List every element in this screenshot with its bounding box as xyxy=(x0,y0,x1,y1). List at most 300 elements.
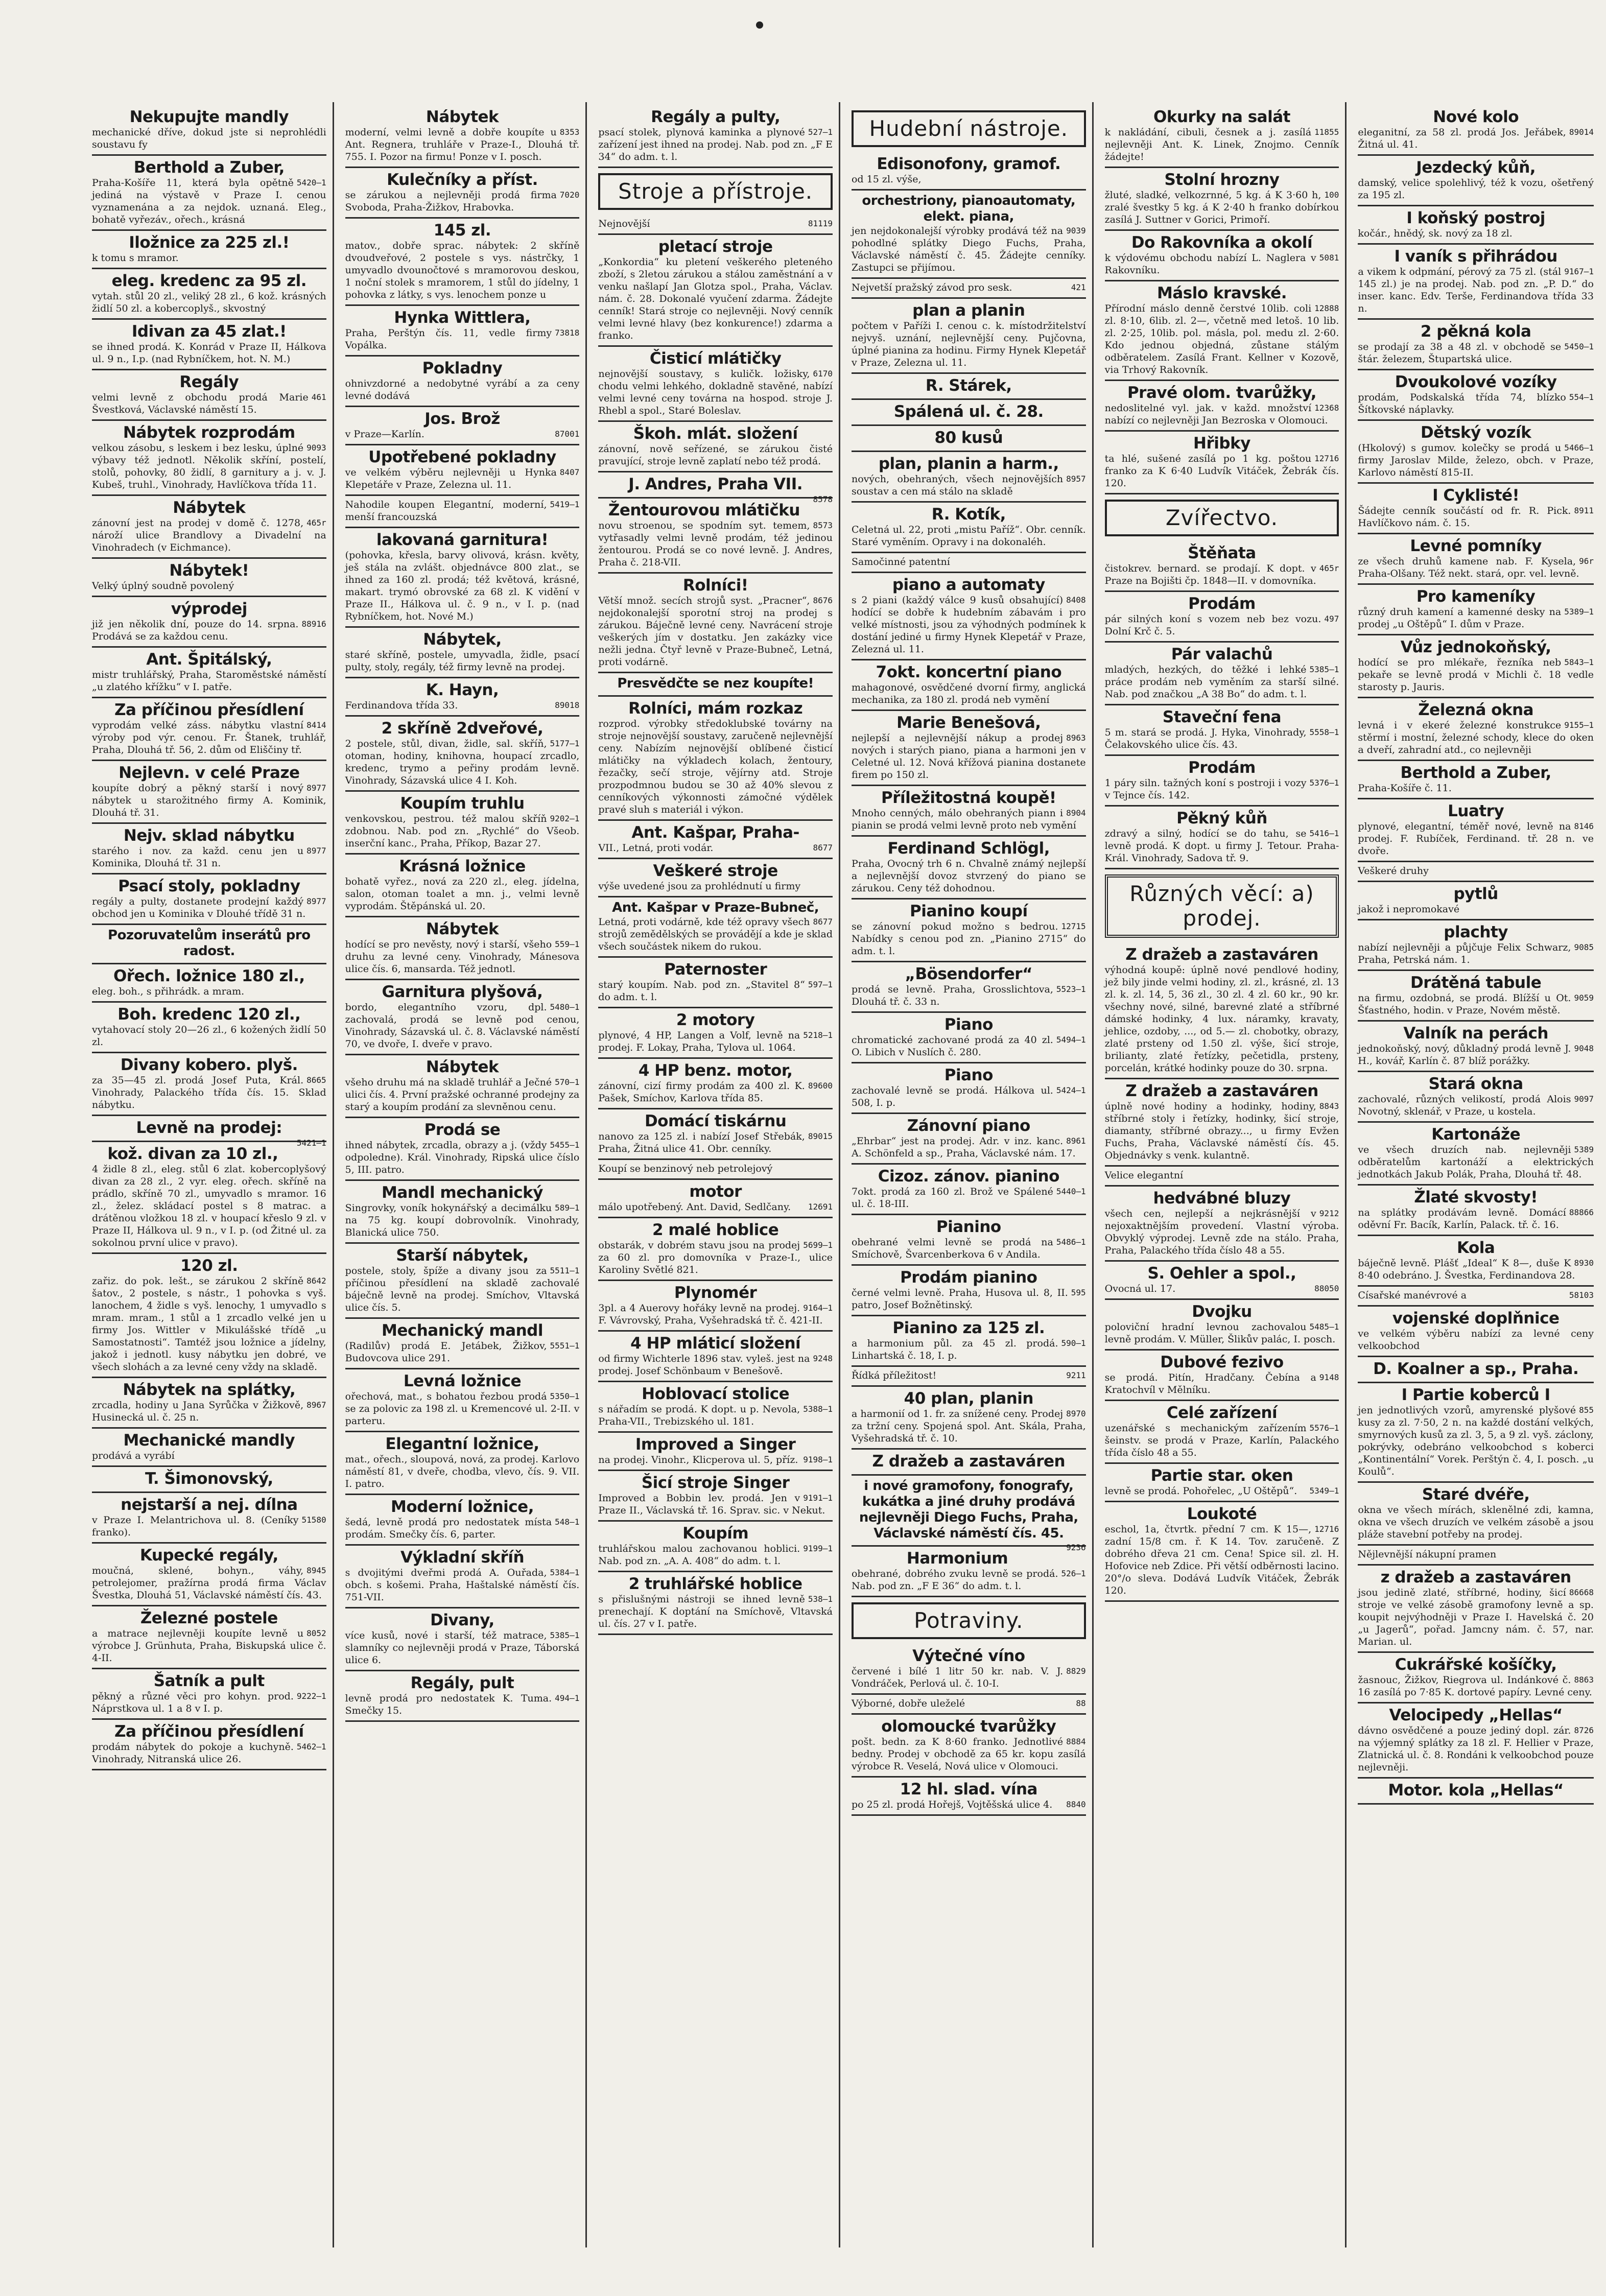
section-heading: Hudební nástroje. xyxy=(852,110,1086,147)
ad-body xyxy=(345,126,580,163)
classified-ad xyxy=(1358,1779,1594,1805)
ad-text: s dvojitými dveřmi prodá A. Ouřada, obch. s košemi. Praha, Haštalské náměstí čís. 751-VII. xyxy=(345,1567,580,1603)
classified-ad xyxy=(852,1695,1086,1715)
classified-ad xyxy=(598,347,833,422)
ad-code: 5420—1 xyxy=(296,178,326,187)
ad-body xyxy=(598,1403,833,1428)
classified-ad xyxy=(92,496,326,559)
ad-text: vytah. stůl 20 zl., veliký 28 zl., 6 kož. krásných židlí 50 zl. a kobercoplyš., skvostný xyxy=(92,291,326,314)
ad-text: Letná, proti vodárně, kde též opravy všech strojů zemědělských se provádějí a kde je sklad všech součástek nikem do rukou. xyxy=(598,916,833,952)
ad-text: zánovní, cizí firmy prodám za 400 zl. K. Pašek, Smíchov, Karlova třída 85. xyxy=(598,1080,805,1104)
ad-text: žasnouc, Žižkov, Riegrova ul. Indánkové č. 16 zasílá po 7·85 K. dortové papíry. Levné ceny. xyxy=(1358,1674,1592,1698)
ad-headline: Pianino xyxy=(936,1218,1001,1236)
ad-text: plynové, elegantní, téměř nové, levně na prodej. F. Rubíček, Ferdinand. tř. 28 n. ve dvoře. xyxy=(1358,821,1594,857)
classified-ad xyxy=(345,792,580,855)
ad-code: 8573 xyxy=(813,520,833,530)
ad-body xyxy=(852,1287,1086,1311)
ad-headline: Pozoruvatelům inserátů pro radost. xyxy=(108,928,311,959)
ad-body xyxy=(92,580,326,592)
ad-headline: Hynka Wittlera, xyxy=(394,309,531,327)
classified-ad xyxy=(1105,541,1339,592)
ad-headline: Nejlevn. v celé Praze xyxy=(119,764,300,782)
ad-headline: Pokladny xyxy=(422,359,503,377)
ad-text: se zárukou a nejlevněji prodá firma Svoboda, Praha-Žižkov, Hrabovka. xyxy=(345,190,557,213)
ad-code: 9155—1 xyxy=(1564,720,1594,730)
classified-ad xyxy=(852,152,1086,191)
ad-code: 461 xyxy=(311,392,326,402)
ad-body xyxy=(92,517,326,554)
classified-ad xyxy=(92,559,326,597)
ad-text: velkou zásobu, s leskem i bez lesku, úplné výbavy též jednotl. Několik skříní, postelí, stolů, pohovky, 80 židlí, 8 garnitury a j. v. J. Kubeš, truhl., Vinohrady, Havlíčkova třída 11. xyxy=(92,442,326,490)
ad-code: 5385—1 xyxy=(1309,665,1339,674)
ad-headline: Cizoz. zánov. pianino xyxy=(878,1167,1059,1186)
classified-ad xyxy=(852,711,1086,786)
ad-headline: olomoucké tvarůžky xyxy=(881,1717,1056,1736)
classified-ad xyxy=(852,1547,1086,1597)
ad-headline: nejstarší a nej. dílna xyxy=(121,1496,298,1514)
ad-code: 421 xyxy=(1071,282,1086,292)
classified-ad xyxy=(852,400,1086,426)
ad-headline: Regály a pulty, xyxy=(651,108,781,126)
ad-body xyxy=(598,126,833,163)
ad-code: 497 xyxy=(1324,614,1339,624)
ad-body xyxy=(598,916,833,953)
ad-code: 570—1 xyxy=(555,1077,580,1087)
ad-code: 5466—1 xyxy=(1564,443,1594,453)
ad-headline: Žentourovou mlátičku xyxy=(608,501,800,519)
classified-ad xyxy=(345,628,580,678)
ad-text: jakož i nepromokavé xyxy=(1358,904,1460,915)
ad-text: obehrané, dobrého zvuku levně se prodá. Nab. pod zn. „F E 36“ do adm. t. l. xyxy=(851,1568,1058,1592)
ad-code: 554—1 xyxy=(1569,392,1594,402)
classified-ad xyxy=(1105,705,1339,756)
classified-ad xyxy=(92,1720,326,1770)
classified-ad xyxy=(92,1467,326,1493)
ad-headline: Nábytek! xyxy=(169,561,249,580)
ad-text: pár silných koní s vozem neb bez vozu. Dolní Krč č. 5. xyxy=(1104,613,1321,637)
ad-code: 9059 xyxy=(1574,993,1594,1003)
ad-body xyxy=(598,979,833,1003)
ad-column-2 xyxy=(339,102,587,2247)
ad-text: žluté, sladké, velkozrnné, 5 kg. á K 3·60 h, zralé švestky 5 kg. á K 2·40 h franko dobírkou zasílá J. Suttner v Gorici, Primoří. xyxy=(1104,190,1339,225)
ad-code: 5376—1 xyxy=(1309,778,1339,788)
ad-text: venkovskou, pestrou. též malou skříň zdobnou. Nab. pod zn. „Rychlé“ do Všeob. inserční kanc., Praha, Příkop, Bazar 27. xyxy=(345,813,580,849)
ad-headline: Štěňata xyxy=(1188,544,1256,562)
ad-body xyxy=(598,218,833,230)
ad-code: 5558—1 xyxy=(1309,727,1339,737)
ad-text: eschol, 1a, čtvrtk. přední 7 cm. K 15—, zadní 15/8 cm. ř. K 14. Tov. zaručeně. Z dobrého dřeva 21 cm. Cena! Spice sil. zl. H. Hofovice neb Zdice. Při větší odběrnosti lacino. 20°/o sleva. Dodává Ludvík Vitáček, Žebrák 120. xyxy=(1104,1524,1339,1596)
ad-text: zánovní jest na prodej v domě č. 1278, nároží ulice Brandlovy a Divadelní na Vinohradech (v Eichmance). xyxy=(92,517,326,553)
ad-headline: Nábytek xyxy=(173,499,246,517)
classified-ad xyxy=(1105,281,1339,381)
ad-text: Improved a Bobbin lev. prodá. Jen v Praze II., Václavská tř. 16. Sprav. sic. v Nekut. xyxy=(598,1493,825,1516)
ad-body xyxy=(345,327,580,351)
ad-body xyxy=(345,377,580,402)
ad-text: od firmy Wichterle 1896 stav. vyleš. jest na prodej. Josef Schönbaum v Benešově. xyxy=(598,1353,810,1377)
ad-code: 595 xyxy=(1071,1288,1086,1297)
ad-text: prodá se levně. Praha, Grosslichtova, Dlouhá tř. č. 33 n. xyxy=(851,984,1053,1007)
classified-ad xyxy=(92,1669,326,1720)
ad-text: Nahodile koupen Elegantní, moderní, menší francouzská xyxy=(345,499,547,523)
ad-body xyxy=(92,341,326,365)
ad-headline: Dubové fezivo xyxy=(1160,1353,1284,1371)
ad-headline: 80 kusů xyxy=(934,429,1003,447)
classified-ad xyxy=(345,678,580,717)
ad-body xyxy=(598,842,833,854)
ad-text: Řídká příležitost! xyxy=(851,1370,937,1381)
ad-text: chromatické zachované prodá za 40 zl. O. Libich v Nuslích č. 280. xyxy=(851,1034,1053,1058)
ad-headline: Drátěná tabule xyxy=(1410,974,1542,992)
ad-headline: Boh. kredenc 120 zl., xyxy=(117,1005,301,1024)
ad-text: Praha, Perštýn čís. 11, vedle firmy Vopálka. xyxy=(345,327,552,351)
ad-code: 8353 xyxy=(559,127,580,137)
ad-code: 8578 xyxy=(813,494,833,504)
ad-text: obehrané velmi levně se prodá na Smíchově, Švarcenberkova 6 v Andila. xyxy=(851,1237,1053,1260)
ad-text: velmi levně z obchodu prodá Marie Švestková, Václavské náměstí 15. xyxy=(92,392,309,415)
classified-ad xyxy=(1358,1357,1594,1383)
classified-ad xyxy=(1358,1546,1594,1566)
ad-text: Praha, Ovocný trh 6 n. Chvalně známý nejlepší a nejlevnější dovoz stvrzený do piano se zárukou. Ceny též dohodnou. xyxy=(851,858,1086,894)
classified-ad xyxy=(345,357,580,407)
classified-ad xyxy=(598,574,833,673)
ad-code: 538—1 xyxy=(808,1594,833,1604)
ad-code: 8911 xyxy=(1574,506,1594,515)
ad-code: 465r xyxy=(1319,563,1339,573)
classified-ad xyxy=(1358,882,1594,920)
ad-text: 3pl. a 4 Auerovy hořáky levně na prodej. F. Vávrovský, Praha, Vyšehradská tř. č. 421-II. xyxy=(598,1303,823,1326)
ad-body xyxy=(598,880,833,892)
classified-ad xyxy=(92,1116,326,1148)
ad-body xyxy=(1358,903,1594,915)
ad-body xyxy=(92,1163,326,1249)
ad-body xyxy=(92,1627,326,1664)
ad-column-1 xyxy=(86,102,334,2247)
ad-headline: 2 skříně 2dveřové, xyxy=(381,719,544,738)
ad-body xyxy=(1105,664,1339,700)
ad-body xyxy=(1358,1093,1594,1118)
ad-body xyxy=(598,368,833,417)
ad-text: a matrace nejlevněji koupíte levně u výrobce J. Grünhuta, Praha, Biskupská ulice č. 4-II. xyxy=(92,1628,326,1664)
ad-code: 5416—1 xyxy=(1309,829,1339,838)
classified-ad xyxy=(345,855,580,917)
ad-code: 9085 xyxy=(1574,942,1594,952)
ad-text: nejlepší a nejlevnější nákup a prodej nových i starých piano, piana a harmoni jen v Celetné ul. 12. Nová křížová pianina dostanete firem po 150 zl. xyxy=(851,732,1086,780)
classified-ad xyxy=(598,1433,833,1471)
classified-ad xyxy=(1358,421,1594,484)
ad-text: uzenářské s mechanickým zařízením šeinstv. se prodá v Praze, Karlín, Palackého třída číslo 48 a 55. xyxy=(1104,1423,1339,1458)
classified-ad xyxy=(598,821,833,859)
ad-text: Singrovky, voník hokynářský a decimálku na 75 kg. koupí dobrovolník. Vinohrady, Blanická ulice 750. xyxy=(345,1202,580,1238)
ad-body xyxy=(1358,865,1594,877)
ad-code: 8843 xyxy=(1319,1101,1339,1111)
classified-ad xyxy=(1358,920,1594,971)
ad-text: VII., Letná, proti vodár. xyxy=(598,842,714,854)
ad-headline: Prodám xyxy=(1188,759,1256,777)
ad-code: 9212 xyxy=(1319,1209,1339,1218)
ad-headline: Harmonium xyxy=(906,1549,1008,1568)
ad-code: 5511—1 xyxy=(550,1266,580,1275)
ad-headline: Elegantní ložnice, xyxy=(385,1435,539,1453)
classified-ad xyxy=(1105,168,1339,231)
ad-headline: Ant. Kašpar v Praze-Bubneč, xyxy=(612,900,819,915)
ad-body xyxy=(1358,126,1594,151)
classified-ad xyxy=(852,279,1086,299)
ad-code: 9039 xyxy=(1066,226,1086,235)
ad-headline: 7okt. koncertní piano xyxy=(876,663,1062,681)
ad-headline: Dvojku xyxy=(1192,1303,1252,1321)
page-mark xyxy=(756,21,763,29)
ad-text: (Radilův) prodá E. Jetábek, Žižkov, Budovcova ulice 291. xyxy=(345,1340,547,1364)
classified-ad xyxy=(852,426,1086,452)
ad-headline: Okurky na salát xyxy=(1153,108,1290,126)
ad-text: ořechová, mat., s bohatou řezbou prodá se za polovic za 198 zl. u Kremencové ul. 2-II. v parteru. xyxy=(345,1391,580,1427)
ad-headline: K. Hayn, xyxy=(426,681,499,699)
ad-headline: I Partie koberců I xyxy=(1401,1386,1550,1404)
ad-headline: Stolní hrozny xyxy=(1164,171,1280,189)
ad-headline: Mechanický mandl xyxy=(381,1321,544,1340)
ad-headline: Ant. Kašpar, Praha- xyxy=(631,823,799,842)
classified-ad xyxy=(345,496,580,528)
ad-headline: Nábytek na splátky, xyxy=(123,1381,296,1399)
ad-body xyxy=(1358,266,1594,315)
ad-headline: Ferdinand Schlögl, xyxy=(887,839,1050,858)
classified-ad xyxy=(852,452,1086,503)
ad-headline: hedvábné bluzy xyxy=(1153,1189,1291,1208)
ad-headline: Koupím truhlu xyxy=(400,794,525,813)
ad-body xyxy=(92,719,326,756)
ad-headline: Upotřebené pokladny xyxy=(368,448,556,466)
classified-ad xyxy=(1358,761,1594,799)
ad-text: levně se prodá. Pohořelec, „U Oštěpů“. xyxy=(1104,1485,1297,1497)
ad-body xyxy=(852,1084,1086,1109)
classified-ad xyxy=(92,370,326,421)
ad-body xyxy=(345,649,580,673)
ad-body xyxy=(1105,1371,1339,1396)
ad-text: zdravý a silný, hodící se do tahu, se levně prodá. K dopt. u firmy J. Tetour. Praha-Král. Vinohrady, Sadova tř. 9. xyxy=(1104,828,1339,864)
classified-ad xyxy=(852,837,1086,900)
classified-ad xyxy=(1358,862,1594,882)
ad-headline: pletací stroje xyxy=(658,238,773,256)
classified-ad xyxy=(345,219,580,306)
ad-text: čistokrev. bernard. se prodají. K dopt. v Praze na Bojišti čp. 1848—II. v domovníka. xyxy=(1104,563,1316,586)
ad-headline: Nové kolo xyxy=(1433,108,1519,126)
ad-body xyxy=(92,618,326,643)
ad-text: jen nejdokonalejší výrobky prodává též na pohodlné splátky Diego Fuchs, Praha, Václavské náměstí č. 45. Žádejte cenníky. Zastupci se přijímou. xyxy=(851,225,1086,273)
classified-ad xyxy=(1105,432,1339,494)
ad-text: Velice elegantní xyxy=(1104,1170,1184,1181)
classified-ad xyxy=(92,105,326,156)
ad-body xyxy=(598,1201,833,1213)
classified-ad xyxy=(598,215,833,235)
ad-body xyxy=(852,320,1086,369)
ad-headline: Divany, xyxy=(430,1611,494,1629)
classified-ad xyxy=(92,320,326,370)
ad-code: 89018 xyxy=(555,700,580,710)
ad-body xyxy=(852,173,1086,185)
ad-text: Samočinné patentní xyxy=(851,556,950,567)
ad-text: k tomu s mramor. xyxy=(92,252,179,264)
ad-text: rozprod. výrobky středoklubské továrny na stroje nejnovější soustavy, zaručeně nejlevnější ceny. Nabízím nejnovější oblíbené čisticí mlátičky na výkladech kolach, žentoury, řezačky, sečí stroje, vějírny atd. Stroje prozpodmnou budou se 30 až 40% slevou z cenníkových výkonnosti zámočné výdělek pravé sluh s materiál i výkon. xyxy=(598,718,833,815)
classified-ad xyxy=(598,1471,833,1522)
ad-text: hodící se pro mlékaře, řezníka neb pekaře se levně prodá v Michli č. 18 vedle starosty p. Jauris. xyxy=(1358,657,1594,693)
ad-text: pěkný a různé věci pro kohyn. prod. Náprstkova ul. 1 a 8 v I. p. xyxy=(92,1691,294,1714)
ad-headline: Improved a Singer xyxy=(635,1435,796,1454)
section-heading: Stroje a přístroje. xyxy=(598,173,833,210)
ad-code: 5440—1 xyxy=(1056,1187,1086,1196)
ad-code: 9198—1 xyxy=(803,1455,833,1464)
ad-text: již jen několik dní, pouze do 14. srpna. Prodává se za každou cenu. xyxy=(92,619,299,642)
ad-text: všech cen, nejlepší a nejkrásnější v nejoxaktnějším provedení. Vlastní výroba. Obvyklý výprodej. Levně zde na stálo. Praha, Praha, Palackého třída číslo 48 a 55. xyxy=(1104,1208,1339,1256)
ad-headline: Hřibky xyxy=(1193,434,1250,453)
ad-text: ohnivzdorné a nedobytné vyrábí a za ceny levné dodává xyxy=(345,378,580,401)
ad-code: 5699—1 xyxy=(803,1240,833,1250)
ad-headline: R. Stárek, xyxy=(925,376,1012,395)
ad-headline: Staveční fena xyxy=(1162,708,1282,726)
classified-ad xyxy=(1105,643,1339,705)
ad-headline: Veškeré stroje xyxy=(653,862,778,880)
classified-ad xyxy=(852,573,1086,660)
ad-headline: Železné postele xyxy=(140,1609,278,1627)
ad-text: úplně nové hodiny a hodinky, hodiny, stříbrné stoly i řetízky, hodinky, šicí stroje, diamanty, stříbrné obrazy..., u firmy Evžen Fuchs, Praha, Václavské náměstí čís. 45. Objednávky s venk. kulantně. xyxy=(1104,1101,1339,1161)
ad-headline: Rolníci! xyxy=(682,576,748,595)
ad-body xyxy=(1358,656,1594,693)
classified-ad xyxy=(1358,370,1594,421)
classified-ad xyxy=(852,1266,1086,1316)
ad-text: mat., ořech., sloupová, nová, za prodej. Karlovo náměstí 81, v dveře, chodba, vlevo, čís. 9. VII. I. patro. xyxy=(345,1454,580,1489)
ad-text: mistr truhlářský, Praha, Staroměstské náměstí „u zlatého křížku“ v I. patře. xyxy=(92,669,326,693)
ad-body xyxy=(92,669,326,693)
ad-text: a vikem k odpmání, pérový za 75 zl. (stál 145 zl.) je na prodej. Nab. pod zn. „P. D.“ do inser. kanc. Edv. Terše, Ferdinandova třída 33 n. xyxy=(1358,266,1594,314)
classified-ad xyxy=(345,1055,580,1118)
ad-text: Mnoho cenných, málo obehraných piann i pianin se prodá velmi levně proto neb vymění xyxy=(851,808,1076,831)
ad-headline: Žlaté skvosty! xyxy=(1414,1188,1538,1206)
classified-ad xyxy=(1105,1502,1339,1602)
classified-ad xyxy=(345,445,580,496)
classified-ad xyxy=(598,1160,833,1180)
ad-body xyxy=(1358,177,1594,201)
ad-code: 8677 xyxy=(813,917,833,927)
ad-body xyxy=(1358,1144,1594,1180)
ad-headline: Domácí tiskárnu xyxy=(644,1112,787,1130)
ad-headline: Cukrářské košíčky, xyxy=(1395,1655,1557,1674)
ad-body xyxy=(1358,227,1594,240)
classified-ad xyxy=(1105,1351,1339,1401)
classified-ad xyxy=(92,597,326,648)
ad-body xyxy=(852,473,1086,498)
classified-ad xyxy=(92,761,326,824)
ad-body xyxy=(345,1139,580,1176)
ad-code: 589—1 xyxy=(555,1203,580,1213)
ad-headline: Piano xyxy=(944,1015,993,1034)
ad-headline: Jos. Brož xyxy=(424,410,500,428)
ad-text: a harmonium půl. za 45 zl. prodá. Linhartská č. 18, I. p. xyxy=(851,1338,1058,1361)
ad-code: 5081 xyxy=(1319,253,1339,263)
ad-code: 73818 xyxy=(555,328,580,338)
ad-body xyxy=(92,290,326,315)
classified-ad xyxy=(852,900,1086,962)
classified-ad xyxy=(1105,1262,1339,1300)
ad-headline: J. Andres, Praha VII. xyxy=(628,475,803,493)
ad-code: 5450—1 xyxy=(1564,342,1594,351)
ad-body xyxy=(92,895,326,920)
ad-headline: 2 pěkná kola xyxy=(1420,322,1531,341)
classified-ad xyxy=(1358,484,1594,534)
ad-headline: Pianino koupí xyxy=(910,902,1028,920)
ad-headline: Moderní ložnice, xyxy=(391,1498,534,1516)
classified-ad xyxy=(1358,635,1594,698)
ad-headline: Příležitostná koupě! xyxy=(881,789,1056,807)
ad-code: 6170 xyxy=(813,369,833,378)
ad-headline: Kola xyxy=(1456,1239,1495,1257)
ad-code: 88 xyxy=(1076,1698,1086,1708)
ad-headline: Regály, pult xyxy=(410,1674,514,1692)
ad-body xyxy=(92,1690,326,1715)
ad-text: vytahovací stoly 20—26 zl., 6 kožených židlí 50 zl. xyxy=(92,1024,326,1048)
ad-text: výše uvedené jsou za prohlédnutí u firmy xyxy=(598,881,801,892)
ad-body xyxy=(1105,1523,1339,1597)
ad-headline: I Cyklisté! xyxy=(1432,486,1520,505)
classified-ad xyxy=(852,1367,1086,1387)
ad-code: 5384—1 xyxy=(550,1568,580,1577)
ad-text: levně prodá pro nedostatek K. Tuma. Smečky 15. xyxy=(345,1693,552,1716)
classified-ad xyxy=(852,786,1086,837)
ad-code: 5494—1 xyxy=(1056,1035,1086,1045)
ad-body xyxy=(852,983,1086,1008)
ad-text: poloviční hradní levnou zachovalou levně prodám. V. Müller, Šlikův palác, I. posch. xyxy=(1104,1321,1336,1345)
ad-headline: 145 zl. xyxy=(433,221,491,240)
ad-code: 5419—1 xyxy=(550,500,580,509)
ad-headline: R. Kotík, xyxy=(931,505,1006,524)
ad-text: za 35—45 zl. prodá Josef Puta, Král. Vinohrady, Palackého třída čís. 15. Sklad nábytku. xyxy=(92,1075,326,1110)
ad-body xyxy=(1105,1169,1339,1181)
ad-body xyxy=(92,1450,326,1462)
ad-body xyxy=(852,1697,1086,1710)
ad-body xyxy=(92,177,326,226)
ad-text: po 25 zl. prodá Hořejš, Vojtěšská ulice 4. xyxy=(851,1799,1053,1810)
ad-text: Celetná ul. 22, proti „mistu Paříž“. Obr. cenník. Staré vyměním. Opravy i na dokonaléh. xyxy=(851,524,1086,548)
ad-code: 12691 xyxy=(808,1202,833,1212)
ad-code: 5576—1 xyxy=(1309,1423,1339,1433)
ad-text: všeho druhu má na skladě truhlář a Ječné ulici čís. 4. První pražské ochranné prodejny za starý a koupím prodání za slevněnou cenu. xyxy=(345,1077,580,1113)
ad-code: 89015 xyxy=(808,1131,833,1141)
classified-ad xyxy=(852,191,1086,279)
ad-body xyxy=(345,1076,580,1113)
ad-text: zařiz. do pok. lešt., se zárukou 2 skříně šatov., 2 postele, s nástr., 1 pohovka s vyš. lanochem, 4 židle s vyš. lenochy, 1 umyvadlo s mram. mram., 1 stůl a 1 zrcadlo velké jen u firmy Jos. Wittler v Mikulášské třídě „u Samostatnosti“. Tamtéž jsou ložnice a jídelny, jakož i jednotl. kusy nábytku jen dobré, ve všech slohách a za levné ceny vždy na skladě. xyxy=(92,1275,326,1372)
ad-body xyxy=(598,256,833,342)
ad-text: zachovalé, různých velikostí, prodá Alois Novotný, sklenář, v Praze, u kostela. xyxy=(1358,1094,1571,1117)
ad-headline: Ořech. ložnice 180 zl., xyxy=(113,967,305,985)
classified-ad xyxy=(1105,1464,1339,1502)
ad-body xyxy=(92,1565,326,1601)
ad-body xyxy=(1358,1504,1594,1541)
classified-ad xyxy=(92,1053,326,1116)
ad-body xyxy=(1358,1328,1594,1352)
ad-body xyxy=(1358,341,1594,365)
classified-ad xyxy=(852,299,1086,374)
ad-text: s 2 piani (každý válce 9 kusů obsahující) hodící se dobře k hudebním zábavám i pro velké místnosti, jsou za výhodných podmínek k dostání jediné u firmy Hynek Klepetář v Praze, Zelezná ul. 11. xyxy=(851,595,1086,655)
ad-text: ihned nábytek, zrcadla, obrazy a j. (vždy odpoledne). Král. Vinohrady, Ripská ulice číslo 5, III. patro. xyxy=(345,1140,580,1175)
ad-headline: Levně na prodej: xyxy=(136,1119,282,1137)
classified-ad xyxy=(1105,756,1339,807)
classified-ad xyxy=(852,1450,1086,1476)
ad-body xyxy=(852,920,1086,957)
ad-code: 5843—1 xyxy=(1564,657,1594,667)
ad-text: na splátky prodávám levně. Domácí oděvní Fr. Bacík, Karlín, Palack. tř. č. 16. xyxy=(1358,1207,1566,1230)
ad-headline: Staré dvéře, xyxy=(1422,1485,1530,1504)
classified-ad xyxy=(852,1778,1086,1816)
classified-ad xyxy=(1358,1307,1594,1357)
classified-ad xyxy=(92,1142,326,1254)
